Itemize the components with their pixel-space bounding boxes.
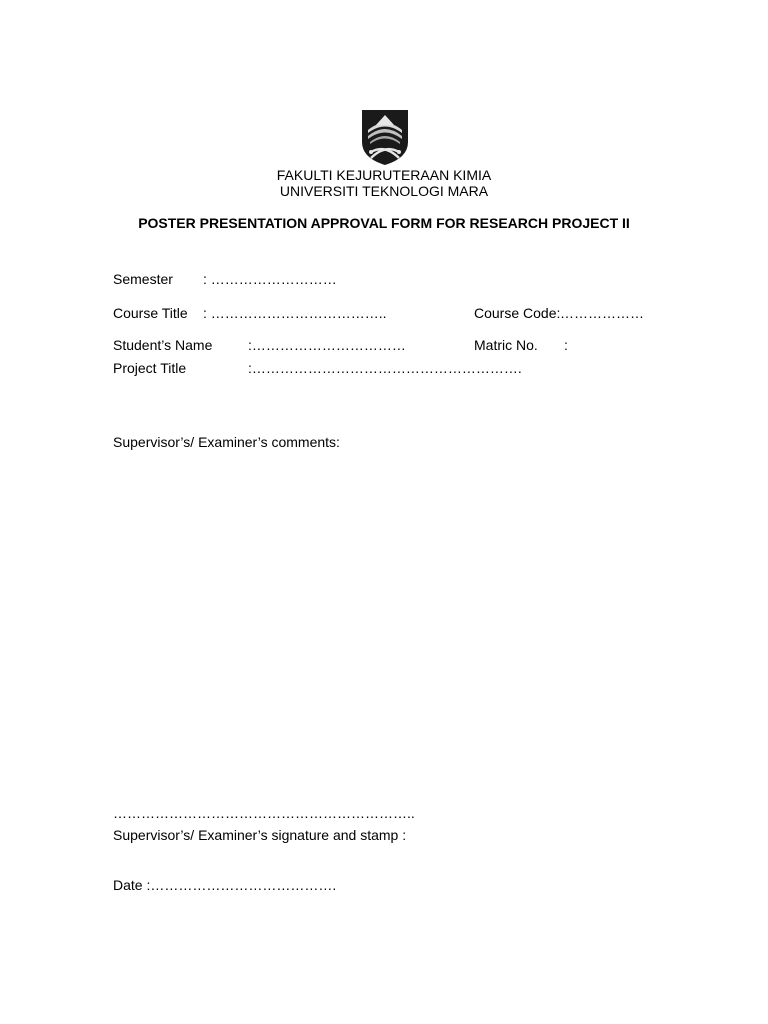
course-code-label: Course Code: — [474, 305, 561, 321]
form-title: POSTER PRESENTATION APPROVAL FORM FOR RESEARCH PROJECT II — [138, 215, 630, 231]
signature-label: Supervisor’s/ Examiner’s signature and stamp : — [113, 827, 407, 843]
matric-label: Matric No. — [474, 337, 538, 353]
course-code-field[interactable]: ……………… — [560, 305, 644, 321]
faculty-name: FAKULTI KEJURUTERAAN KIMIA — [276, 167, 492, 183]
project-title-field[interactable]: :…………………………………………………. — [248, 360, 522, 376]
project-title-label: Project Title — [113, 360, 187, 376]
signature-line[interactable]: ……………………………………………………….. — [113, 805, 415, 821]
semester-field[interactable]: : ……………………… — [203, 271, 337, 287]
matric-field[interactable]: : — [564, 337, 568, 353]
semester-label: Semester — [113, 271, 173, 287]
uitm-crest-icon — [360, 108, 410, 166]
university-name: UNIVERSITI TEKNOLOGI MARA — [279, 183, 489, 199]
comments-label: Supervisor’s/ Examiner’s comments: — [113, 434, 340, 450]
course-title-label: Course Title — [113, 305, 188, 321]
date-field[interactable]: Date :…………………………………. — [113, 877, 337, 893]
student-name-field[interactable]: :…………………………… — [248, 337, 406, 353]
course-title-field[interactable]: : ……………………………….. — [203, 305, 387, 321]
student-name-label: Student’s Name — [113, 337, 213, 353]
